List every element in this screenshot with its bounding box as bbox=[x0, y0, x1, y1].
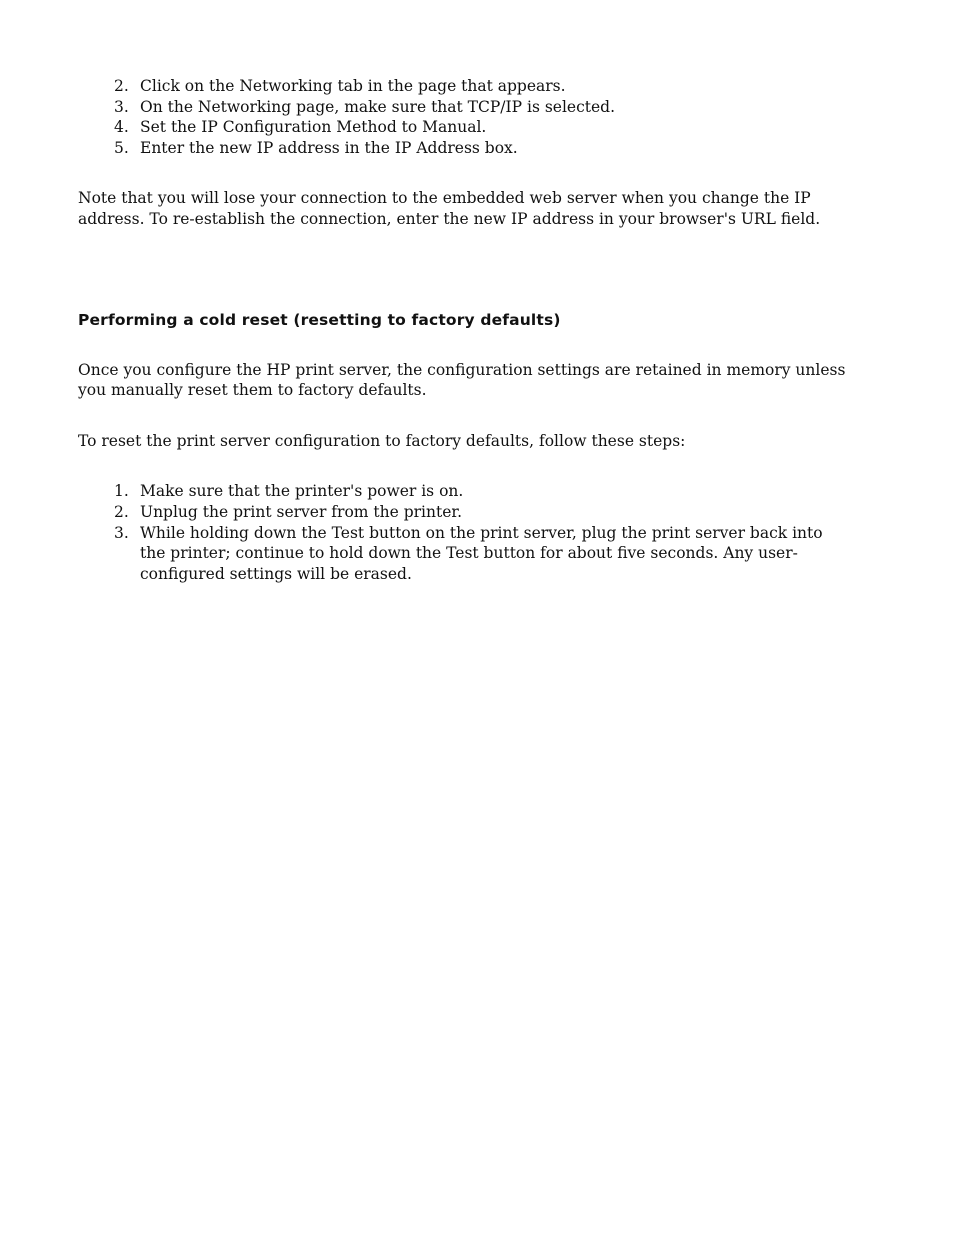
step-number: 2. bbox=[114, 77, 129, 95]
list-item bbox=[78, 138, 840, 159]
reset-intro-paragraph: To reset the print server configuration to factory defaults, follow these steps: bbox=[78, 431, 686, 450]
step-text: Enter the new IP address in the IP Address box. bbox=[140, 138, 518, 157]
step-number: 3. bbox=[114, 523, 129, 542]
settings-retained-paragraph: Once you configure the HP print server, the configuration settings are retained in memory unless you manually reset them to factory defaults. bbox=[78, 360, 846, 400]
step-text: Click on the Networking tab in the page that appears. bbox=[140, 77, 566, 95]
step-text: Set the IP Configuration Method to Manual. bbox=[140, 118, 487, 137]
step-text: Make sure that the printer's power is on. bbox=[140, 482, 464, 501]
step-number: 2. bbox=[114, 502, 129, 521]
list-item bbox=[78, 76, 840, 97]
list-item bbox=[78, 117, 840, 138]
list-item bbox=[78, 523, 840, 585]
step-text: On the Networking page, make sure that TCP/IP is selected. bbox=[140, 97, 616, 116]
step-text: Unplug the print server from the printer. bbox=[140, 502, 463, 521]
step-number: 1. bbox=[114, 482, 129, 501]
list-item bbox=[78, 481, 840, 502]
step-number: 4. bbox=[114, 118, 129, 137]
document-page bbox=[78, 76, 878, 584]
list-item bbox=[78, 502, 840, 523]
list-item bbox=[78, 97, 840, 118]
connection-note: Note that you will lose your connection to the embedded web server when you change the IP address. To re-establish the connection, enter the new IP address in your browser's URL field. bbox=[78, 189, 821, 228]
step-number: 5. bbox=[114, 138, 129, 157]
cold-reset-steps-list bbox=[78, 481, 878, 584]
section-heading: Performing a cold reset (resetting to factory defaults) bbox=[78, 310, 561, 329]
step-number: 3. bbox=[114, 97, 129, 116]
step-text: While holding down the Test button on the print server, plug the print server back into the printer; continue to hold down the Test button for about five seconds. Any user-configured settings will be erased. bbox=[140, 523, 823, 583]
configuration-steps-list bbox=[78, 76, 878, 158]
